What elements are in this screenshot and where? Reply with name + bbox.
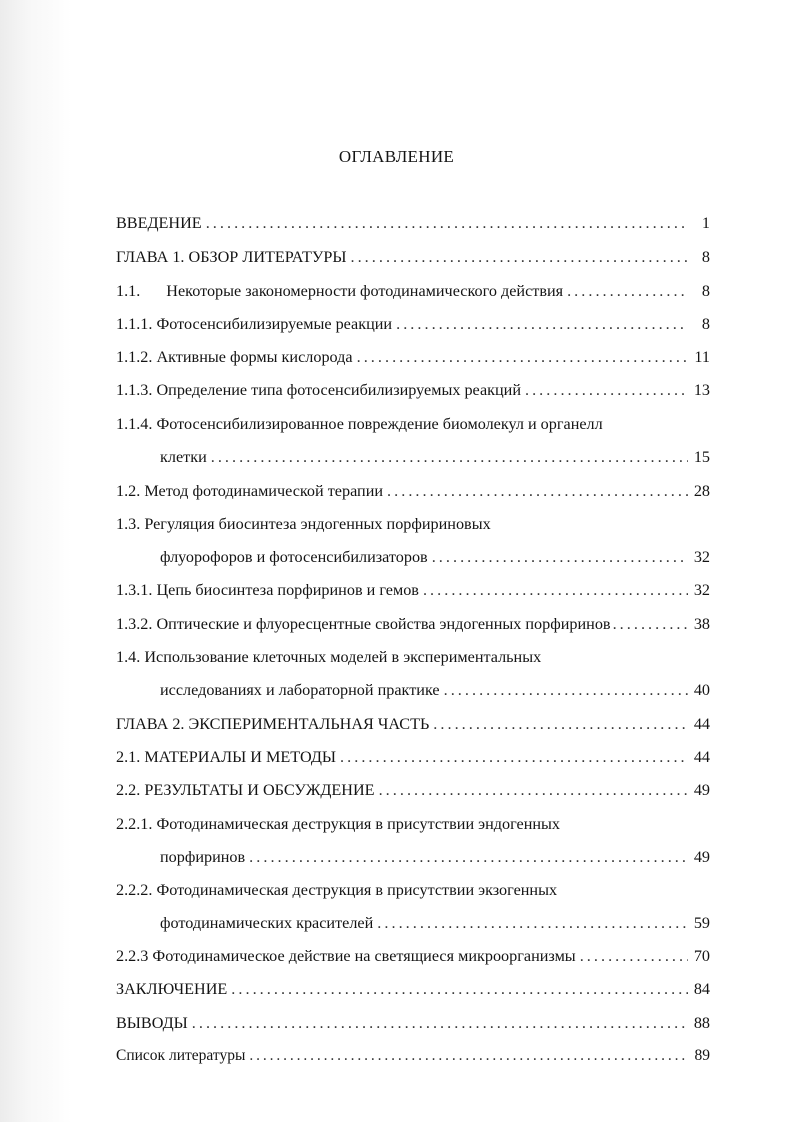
toc-page-number: 8 (701, 282, 710, 300)
toc-page-number: 38 (693, 615, 710, 633)
toc-entry-text: 1.1.4. Фотосенсибилизированное повреждение биомолекул и органелл (116, 415, 603, 433)
toc-entry-title: Некоторые закономерности фотодинамического действия (166, 282, 564, 300)
toc-entry-text: фотодинамических красителей (160, 914, 374, 932)
toc-entry-text: ЗАКЛЮЧЕНИЕ (116, 980, 228, 998)
toc-entry-2-1[interactable] (116, 745, 710, 769)
toc-entry-1-4[interactable] (116, 645, 710, 669)
toc-entry-text: 1.1.3. Определение типа фотосенсибилизируемых реакций (116, 381, 521, 399)
toc-page-number: 44 (693, 748, 710, 766)
toc-leader-dots (192, 1011, 688, 1035)
toc-entry-1-1-1[interactable] (116, 312, 710, 336)
toc-entry-findings[interactable] (116, 1011, 710, 1035)
toc-entry-text: порфиринов (160, 848, 246, 866)
toc-page-number: 28 (693, 482, 710, 500)
toc-entry-2-2-3[interactable] (116, 944, 710, 968)
toc-entry-text: 2.2. РЕЗУЛЬТАТЫ И ОБСУЖДЕНИЕ (116, 781, 375, 799)
toc-page-number: 40 (693, 681, 710, 699)
toc-leader-dots (423, 578, 688, 602)
toc-leader-dots (206, 211, 688, 235)
toc-page-number: 1 (701, 214, 710, 232)
toc-leader-dots (613, 612, 690, 636)
toc-page-number: 59 (693, 914, 710, 932)
toc-entry-number: 1.1. (116, 282, 141, 300)
toc-leader-dots (444, 678, 688, 702)
toc-entry-text: 1.3.1. Цепь биосинтеза порфиринов и гемов (116, 581, 419, 599)
toc-entry-text: 2.2.2. Фотодинамическая деструкция в присутствии экзогенных (116, 881, 558, 899)
toc-entry-text: Список литературы (116, 1047, 246, 1064)
toc-page-number: 44 (693, 715, 710, 733)
toc-entry-1-1-4[interactable] (116, 412, 710, 436)
toc-leader-dots (525, 378, 688, 402)
toc-leader-dots (340, 745, 688, 769)
toc-leader-dots (580, 944, 688, 968)
toc-entry-2-2-1[interactable] (116, 812, 710, 836)
toc-leader-dots (249, 1044, 688, 1068)
toc-leader-dots (433, 712, 688, 736)
toc-entry-introduction[interactable] (116, 211, 710, 235)
toc-entry-text: ГЛАВА 1. ОБЗОР ЛИТЕРАТУРЫ (116, 248, 347, 266)
toc-page-number: 32 (693, 548, 710, 566)
toc-entry-text: клетки (160, 448, 207, 466)
toc-entry-text: 1.1.2. Активные формы кислорода (116, 348, 353, 366)
toc-entry-1-3-1[interactable] (116, 578, 710, 602)
toc-entry-1-1-2[interactable] (116, 345, 710, 369)
toc-page-number: 49 (693, 781, 710, 799)
toc-entry-text: ВВЕДЕНИЕ (116, 214, 202, 232)
toc-page-number: 11 (694, 348, 710, 366)
toc-page-number: 89 (694, 1047, 710, 1064)
toc-entry-text (116, 279, 563, 303)
toc-leader-dots (396, 312, 688, 336)
toc-entry-2-2-2-cont[interactable] (160, 911, 710, 935)
toc-entry-text: 1.1.1. Фотосенсибилизируемые реакции (116, 315, 393, 333)
toc-page-number: 8 (701, 248, 710, 266)
toc-entry-1-1[interactable] (116, 279, 710, 303)
page-title: ОГЛАВЛЕНИЕ (338, 147, 455, 166)
toc-entry-2-2-1-cont[interactable] (160, 845, 710, 869)
toc-leader-dots (350, 245, 688, 269)
toc-page-number: 8 (701, 315, 710, 333)
toc-leader-dots (211, 445, 688, 469)
toc-page-number: 70 (693, 947, 710, 965)
toc-entry-chapter-1[interactable] (116, 245, 710, 269)
toc-entry-references[interactable] (116, 1044, 710, 1068)
toc-entry-1-1-4-cont[interactable] (160, 445, 710, 469)
toc-entry-text: флуорофоров и фотосенсибилизаторов (160, 548, 428, 566)
toc-leader-dots (387, 479, 688, 503)
toc-entry-1-2[interactable] (116, 479, 710, 503)
toc-leader-dots (567, 279, 688, 303)
toc-entry-1-4-cont[interactable] (160, 678, 710, 702)
toc-page-number: 32 (693, 581, 710, 599)
toc-entry-text: ВЫВОДЫ (116, 1014, 188, 1032)
toc-entry-text: 2.2.1. Фотодинамическая деструкция в присутствии эндогенных (116, 815, 560, 833)
toc-leader-dots (357, 345, 688, 369)
toc-entry-chapter-2[interactable] (116, 712, 710, 736)
toc-leader-dots (231, 977, 688, 1001)
toc-entry-conclusion[interactable] (116, 977, 710, 1001)
toc-entry-text: 1.4. Использование клеточных моделей в экспериментальных (116, 648, 542, 666)
toc-leader-dots (249, 845, 688, 869)
toc-page-number: 49 (693, 848, 710, 866)
toc-page-number: 84 (693, 980, 710, 998)
toc-leader-dots (432, 545, 688, 569)
toc-leader-dots (379, 778, 688, 802)
toc-entry-text: 1.3.2. Оптические и флуоресцентные свойства эндогенных порфиринов (116, 615, 611, 633)
toc-leader-dots (377, 911, 688, 935)
toc-entry-2-2[interactable] (116, 778, 710, 802)
toc-entry-1-3-cont[interactable] (160, 545, 710, 569)
toc-entry-text: исследованиях и лабораторной практике (160, 681, 440, 699)
toc-entry-1-3-2[interactable] (116, 612, 710, 636)
toc-entry-1-1-3[interactable] (116, 378, 710, 402)
toc-page-number: 13 (693, 381, 710, 399)
toc-entry-1-3[interactable] (116, 512, 710, 536)
toc-entry-text: 1.3. Регуляция биосинтеза эндогенных порфириновых (116, 515, 491, 533)
toc-entry-text: 1.2. Метод фотодинамической терапии (116, 482, 384, 500)
toc-page-number: 15 (693, 448, 710, 466)
toc-entry-text: 2.1. МАТЕРИАЛЫ И МЕТОДЫ (116, 748, 337, 766)
toc-entry-2-2-2[interactable] (116, 878, 710, 902)
toc-entry-text: ГЛАВА 2. ЭКСПЕРИМЕНТАЛЬНАЯ ЧАСТЬ (116, 715, 430, 733)
toc-page-number: 88 (693, 1014, 710, 1032)
toc-entry-text: 2.2.3 Фотодинамическое действие на светящиеся микроорганизмы (116, 947, 576, 965)
